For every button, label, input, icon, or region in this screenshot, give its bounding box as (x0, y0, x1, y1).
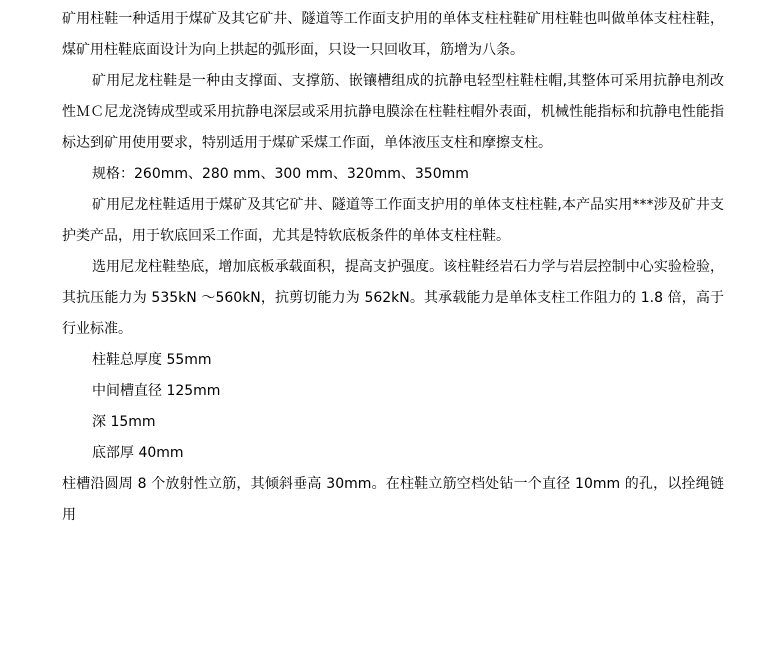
document-body (62, 4, 724, 531)
paragraph-closing: 柱槽沿圆周 8 个放射性立筋，其倾斜垂高 30mm。在柱鞋立筋空档处钻一个直径 10mm 的孔，以拴绳链用 (62, 476, 724, 523)
paragraph-performance: 选用尼龙柱鞋垫底，增加底板承载面积，提高支护强度。该柱鞋经岩石力学与岩层控制中心实验检验，其抗压能力为 535kN ～560kN，抗剪切能力为 562kN。其承载能力是单体支柱工作阻力的 1.8 倍，高于行业标准。 (62, 259, 724, 337)
spec-groove-diameter: 中间槽直径 125mm (92, 383, 221, 399)
paragraph-nylon-description: 矿用尼龙柱鞋是一种由支撑面、支撑筋、嵌镶槽组成的抗静电轻型柱鞋柱帽,其整体可采用抗静电剂改性ＭＣ尼龙浇铸成型或采用抗静电深层或采用抗静电膜涂在柱鞋柱帽外表面，机械性能指标和抗静电性能指标达到矿用使用要求，特别适用于煤矿采煤工作面，单体液压支柱和摩擦支柱。 (62, 73, 724, 151)
spec-total-thickness: 柱鞋总厚度 55mm (92, 352, 212, 368)
spec-bottom-thickness: 底部厚 40mm (92, 445, 184, 461)
spec-depth: 深 15mm (92, 414, 156, 430)
paragraph-specifications: 规格：260mm、280 mm、300 mm、320mm、350mm (92, 166, 469, 182)
paragraph-intro: 矿用柱鞋一种适用于煤矿及其它矿井、隧道等工作面支护用的单体支柱柱鞋矿用柱鞋也叫做单体支柱柱鞋，煤矿用柱鞋底面设计为向上拱起的弧形面，只设一只回收耳，筋增为八条。 (62, 11, 724, 58)
paragraph-application: 矿用尼龙柱鞋适用于煤矿及其它矿井、隧道等工作面支护用的单体支柱柱鞋,本产品实用***涉及矿井支护类产品，用于软底回采工作面，尤其是特软底板条件的单体支柱柱鞋。 (62, 197, 724, 244)
